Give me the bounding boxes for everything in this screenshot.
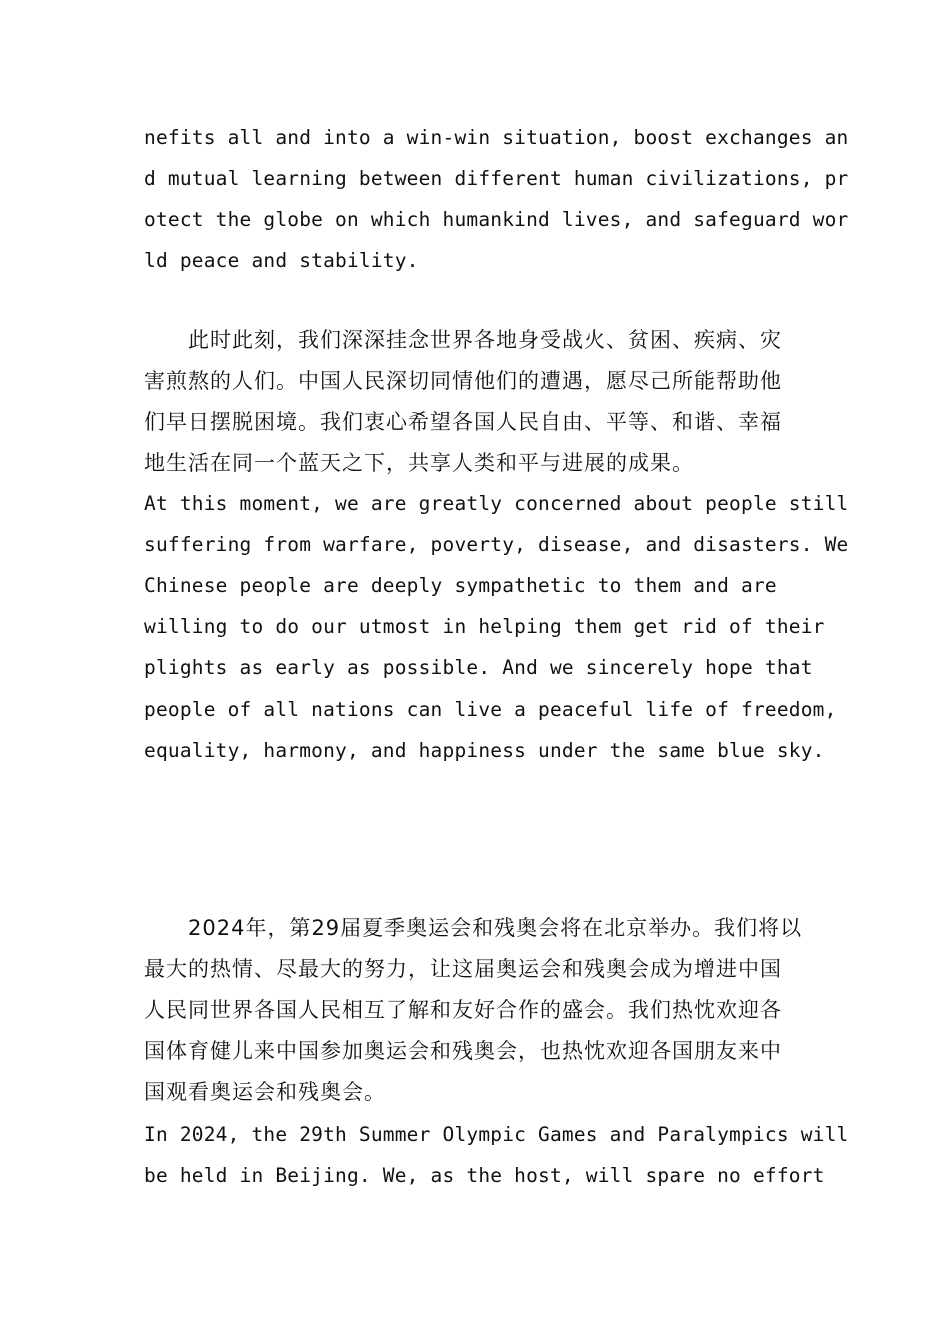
chinese-text-line: 此时此刻，我们深深挂念世界各地身受战火、贫困、疾病、灾 bbox=[144, 328, 782, 352]
english-text-line: be held in Beijing. We, as the host, will spare no effort bbox=[144, 1164, 825, 1187]
chinese-text-line: 地生活在同一个蓝天之下，共享人类和平与进展的成果。 bbox=[144, 451, 694, 475]
english-text-line: plights as early as possible. And we sincerely hope that bbox=[144, 656, 813, 679]
english-text-line: suffering from warfare, poverty, disease, and disasters. We bbox=[144, 533, 849, 556]
english-text-line: willing to do our utmost in helping them get rid of their bbox=[144, 615, 825, 638]
chinese-text-line: 们早日摆脱困境。我们衷心希望各国人民自由、平等、和谐、幸福 bbox=[144, 410, 782, 434]
english-text-line: d mutual learning between different human civilizations, pr bbox=[144, 167, 849, 190]
english-text-line: At this moment, we are greatly concerned about people still bbox=[144, 492, 849, 515]
english-text-line: In 2024, the 29th Summer Olympic Games and Paralympics will bbox=[144, 1123, 849, 1146]
english-text-line: Chinese people are deeply sympathetic to them and are bbox=[144, 574, 777, 597]
chinese-text-line: 最大的热情、尽最大的努力，让这届奥运会和残奥会成为增进中国 bbox=[144, 957, 782, 981]
english-text-line: nefits all and into a win-win situation, boost exchanges an bbox=[144, 126, 849, 149]
chinese-text-line: 2024年，第29届夏季奥运会和残奥会将在北京举办。我们将以 bbox=[144, 916, 803, 940]
english-text-line: otect the globe on which humankind lives, and safeguard wor bbox=[144, 208, 849, 231]
english-text-line: equality, harmony, and happiness under the same blue sky. bbox=[144, 739, 825, 762]
english-text-line: ld peace and stability. bbox=[144, 249, 419, 272]
chinese-text-line: 国体育健儿来中国参加奥运会和残奥会，也热忱欢迎各国朋友来中 bbox=[144, 1039, 782, 1063]
english-text-line: people of all nations can live a peaceful life of freedom, bbox=[144, 698, 837, 721]
chinese-text-line: 害煎熬的人们。中国人民深切同情他们的遭遇，愿尽己所能帮助他 bbox=[144, 369, 782, 393]
chinese-text-line: 国观看奥运会和残奥会。 bbox=[144, 1080, 386, 1104]
chinese-text-line: 人民同世界各国人民相互了解和友好合作的盛会。我们热忱欢迎各 bbox=[144, 998, 782, 1022]
